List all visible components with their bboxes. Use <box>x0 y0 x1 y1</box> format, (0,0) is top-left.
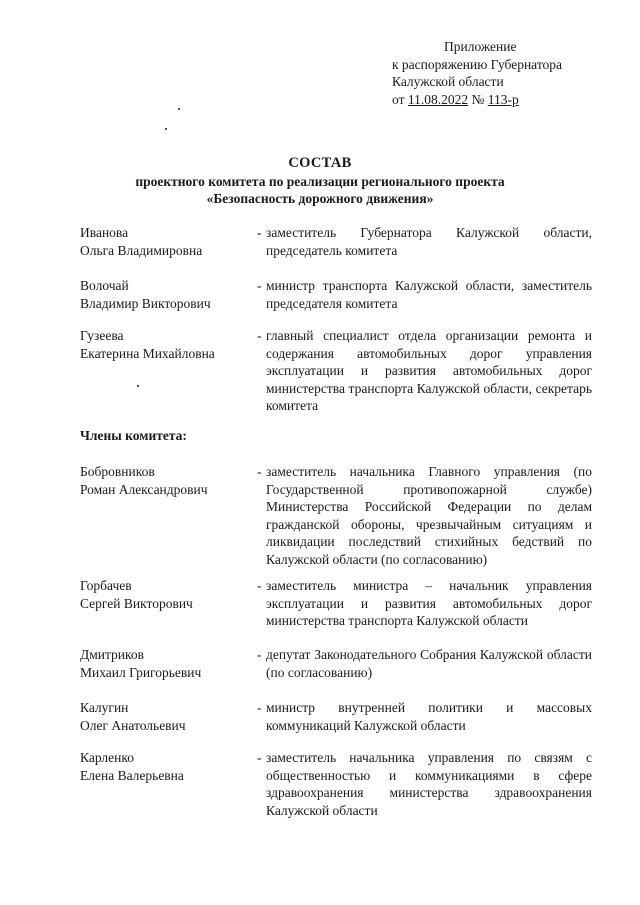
given-names: Роман Александрович <box>80 481 208 497</box>
person-name <box>80 699 260 734</box>
title-heading: СОСТАВ <box>288 155 352 171</box>
person-name <box>80 577 260 612</box>
person-name <box>80 224 260 259</box>
dash-separator: - <box>257 647 262 662</box>
person-position: заместитель министра – начальник управления эксплуатации и развития автомобильных дорог министерства транспорта Калужской области <box>266 578 592 628</box>
members-heading: Члены комитета: <box>80 428 187 443</box>
surname: Иванова <box>80 225 129 240</box>
appendix-date-line <box>392 91 562 109</box>
dash-separator: - <box>257 700 262 715</box>
surname: Горбачев <box>80 578 132 593</box>
person-position: министр транспорта Калужской области, заместитель председателя комитета <box>266 278 592 311</box>
date-prefix: от <box>392 91 405 107</box>
surname: Дмитриков <box>80 647 145 662</box>
dash-separator: - <box>257 750 262 765</box>
dash-separator: - <box>257 225 262 240</box>
given-names: Екатерина Михайловна <box>80 345 215 361</box>
order-date: 11.08.2022 <box>407 91 469 107</box>
given-names: Олег Анатольевич <box>80 717 186 733</box>
surname: Калугин <box>80 700 129 715</box>
surname: Бобровников <box>80 464 155 479</box>
appendix-order-line: к распоряжению Губернатора <box>392 56 563 72</box>
surname: Карленко <box>80 750 134 765</box>
order-number: 113-р <box>487 91 519 107</box>
person-name <box>80 646 260 681</box>
appendix-block <box>392 38 562 108</box>
person-name <box>80 277 260 312</box>
given-names: Ольга Владимировна <box>80 242 203 258</box>
given-names: Михаил Григорьевич <box>80 664 202 680</box>
scan-speck <box>165 128 167 130</box>
scan-speck <box>178 108 180 110</box>
person-name <box>80 749 260 784</box>
title-line-2: «Безопасность дорожного движения» <box>206 191 434 206</box>
given-names: Сергей Викторович <box>80 595 193 611</box>
document-title <box>0 155 640 207</box>
person-position: министр внутренней политики и массовых коммуникаций Калужской области <box>266 700 592 733</box>
person-position: заместитель начальника управления по связям с общественностью и коммуникациями в сфере здравоохранения министерства здравоохранения Калужской области <box>266 750 592 818</box>
person-name <box>80 327 260 362</box>
given-names: Владимир Викторович <box>80 295 211 311</box>
person-position: главный специалист отдела организации ремонта и содержания автомобильных дорог управления эксплуатации и развития автомобильных дорог министерства транспорта Калужской области, секретарь комитета <box>266 328 592 413</box>
person-position: заместитель Губернатора Калужской области, председатель комитета <box>266 225 592 258</box>
surname: Гузеева <box>80 328 124 343</box>
dash-separator: - <box>257 464 262 479</box>
person-position: депутат Законодательного Собрания Калужской области (по согласованию) <box>266 647 592 680</box>
given-names: Елена Валерьевна <box>80 767 184 783</box>
surname: Волочай <box>80 278 129 293</box>
number-prefix: № <box>471 91 485 107</box>
appendix-region-line: Калужской области <box>392 74 504 89</box>
person-name <box>80 463 260 498</box>
dash-separator: - <box>257 328 262 343</box>
dash-separator: - <box>257 278 262 293</box>
person-position: заместитель начальника Главного управления (по Государственной противопожарной службе) Министерства Российской Федерации по делам гражданской обороны, чрезвычайным ситуациям и ликвидации последствий стихийных бедствий по Калужской области (по согласованию) <box>266 464 592 567</box>
appendix-title: Приложение <box>444 39 517 54</box>
scan-speck <box>137 385 139 387</box>
title-line-1: проектного комитета по реализации регионального проекта <box>135 174 505 189</box>
dash-separator: - <box>257 578 262 593</box>
